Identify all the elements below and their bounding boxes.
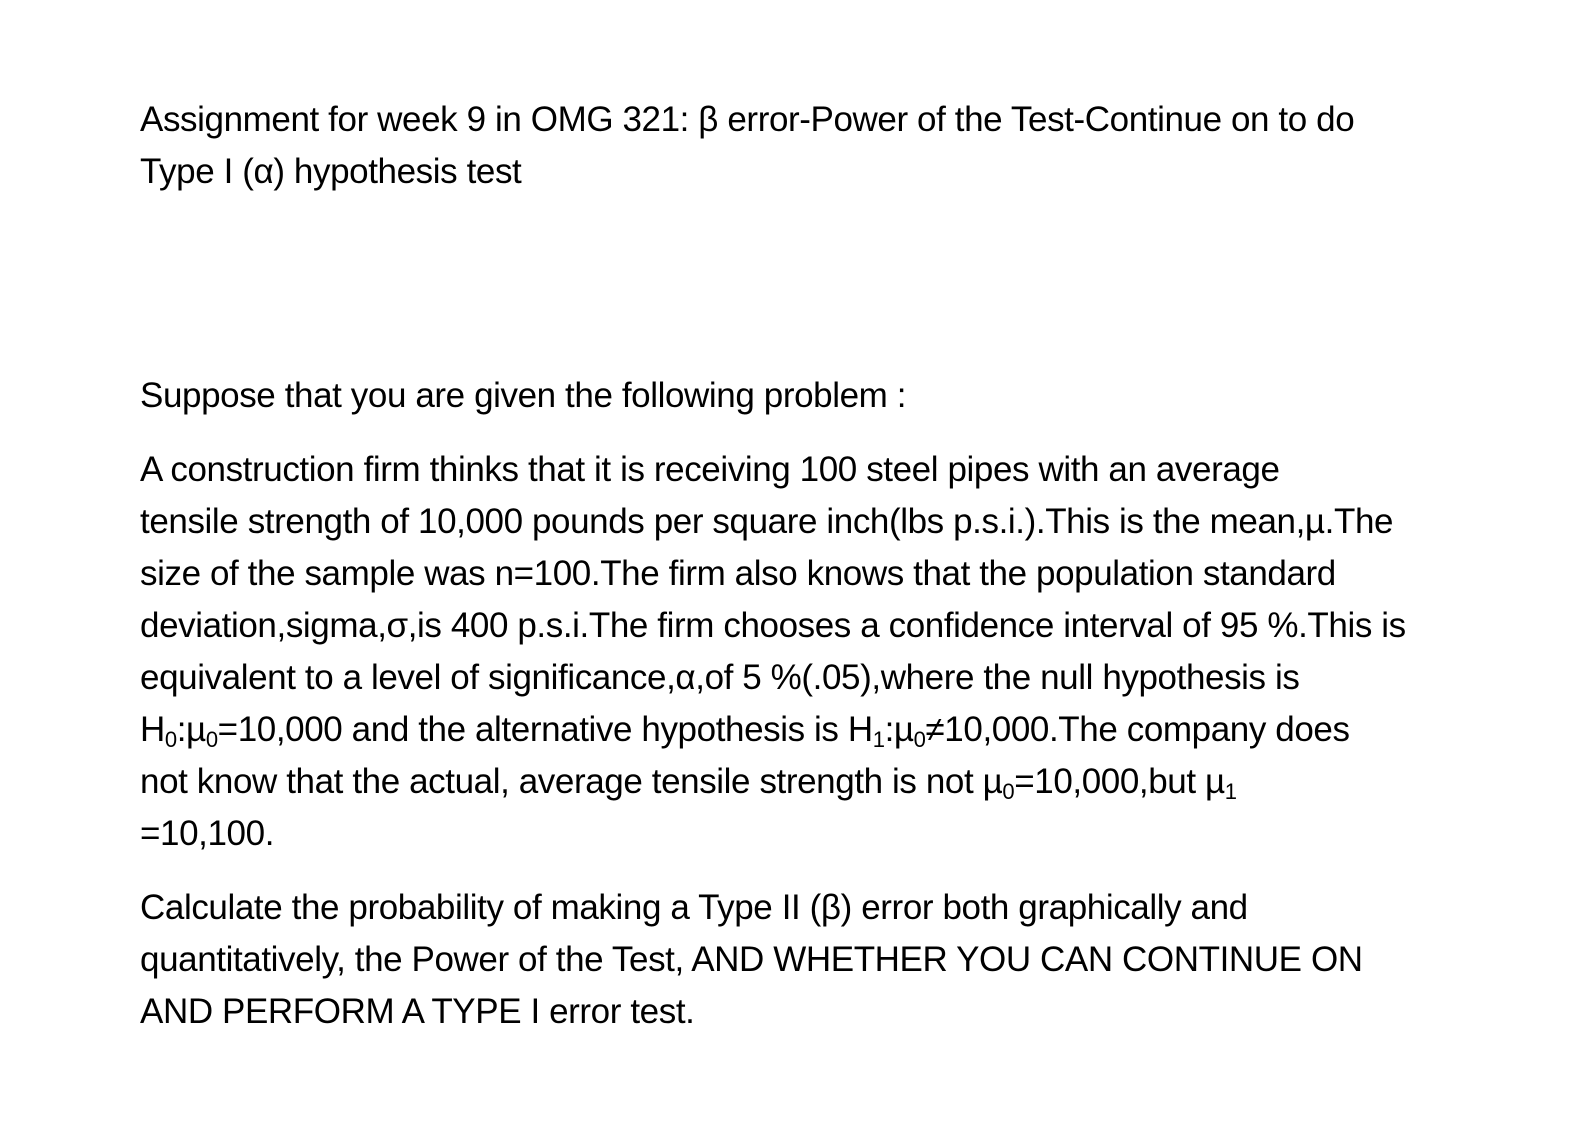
- problem-line-6: [140, 704, 1470, 756]
- problem-line-8: =10,100.: [140, 814, 275, 853]
- mu0-subscript: 0: [205, 727, 218, 752]
- problem-paragraph: [140, 444, 1470, 860]
- document-page: [140, 94, 1470, 1031]
- problem-line-4: deviation,sigma,σ,is 400 p.s.i.The firm chooses a confidence interval of 95 %.This is: [140, 606, 1406, 645]
- h0-subscript: 0: [164, 727, 177, 752]
- problem-line-7: [140, 756, 1470, 808]
- title-line-2: Type I (α) hypothesis test: [140, 152, 522, 191]
- title-line-1: Assignment for week 9 in OMG 321: β error-Power of the Test-Continue on to do: [140, 100, 1355, 139]
- intro-text: Suppose that you are given the following problem :: [140, 376, 907, 415]
- mu-symbol-2: :µ: [884, 710, 914, 749]
- task-line-3: AND PERFORM A TYPE I error test.: [140, 992, 695, 1031]
- hypothesis-tail: ≠10,000.The company does: [925, 710, 1350, 749]
- mu1-subscript: 1: [1224, 779, 1237, 804]
- problem-line-5: equivalent to a level of significance,α,of 5 %(.05),where the null hypothesis is: [140, 658, 1300, 697]
- h0-symbol: H: [140, 710, 165, 749]
- mu0-subscript-3: 0: [1002, 779, 1015, 804]
- task-line-1: Calculate the probability of making a Type II (β) error both graphically and: [140, 888, 1248, 927]
- actual-mean-text: not know that the actual, average tensile strength is not µ: [140, 762, 1003, 801]
- actual-mean-mid: =10,000,but µ: [1014, 762, 1225, 801]
- problem-line-2: tensile strength of 10,000 pounds per square inch(lbs p.s.i.).This is the mean,µ.The: [140, 502, 1394, 541]
- task-paragraph: [140, 882, 1470, 1038]
- problem-line-1: A construction firm thinks that it is receiving 100 steel pipes with an average: [140, 450, 1280, 489]
- hypothesis-text: =10,000 and the alternative hypothesis is H: [217, 710, 873, 749]
- problem-line-3: size of the sample was n=100.The firm also knows that the population standard: [140, 554, 1336, 593]
- assignment-title: [140, 94, 1470, 198]
- mu0-subscript-2: 0: [913, 727, 926, 752]
- mu-symbol: :µ: [176, 710, 206, 749]
- h1-subscript: 1: [872, 727, 885, 752]
- task-line-2: quantitatively, the Power of the Test, AND WHETHER YOU CAN CONTINUE ON: [140, 940, 1363, 979]
